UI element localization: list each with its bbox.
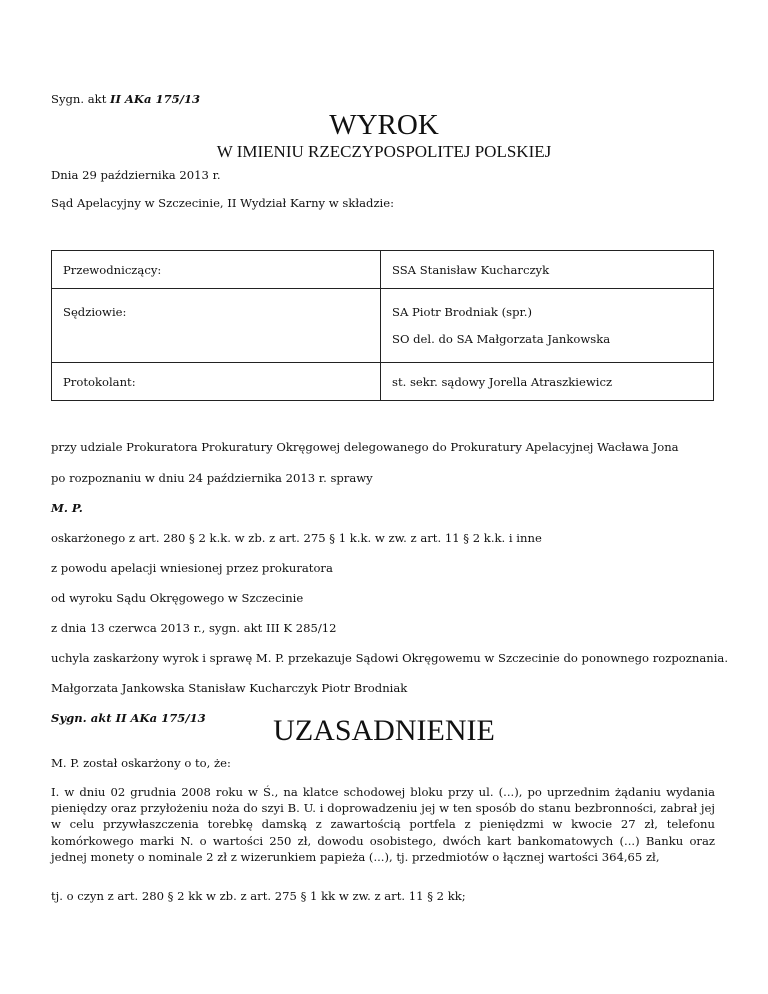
signatories-line: Małgorzata Jankowska Stanisław Kucharczyk Piotr Brodniak (51, 681, 408, 695)
verdict-date: Dnia 29 października 2013 r. (51, 168, 221, 182)
table-row-divider (52, 288, 713, 289)
appeal-line: z powodu apelacji wniesionej przez prokuratora (51, 561, 333, 575)
judge-2-value: SO del. do SA Małgorzata Jankowska (392, 332, 611, 346)
prosecutor-line: przy udziale Prokuratora Prokuratury Okręgowej delegowanego do Prokuratury Apelacyjnej Wacława Jona (51, 440, 679, 454)
case-signature-number: II AKa 175/13 (110, 92, 201, 106)
hearing-line: po rozpoznaniu w dniu 24 października 2013 r. sprawy (51, 471, 373, 485)
legal-basis-line: tj. o czyn z art. 280 § 2 kk w zb. z art. 275 § 1 kk w zw. z art. 11 § 2 kk; (51, 889, 466, 903)
charge-line: oskarżonego z art. 280 § 2 k.k. w zb. z art. 275 § 1 k.k. w zw. z art. 11 § 2 k.k. i inne (51, 531, 542, 545)
justification-title: UZASADNIENIE (273, 714, 495, 747)
case-signature-prefix: Sygn. akt (51, 92, 111, 106)
clerk-value: st. sekr. sądowy Jorella Atraszkiewicz (392, 375, 613, 389)
court-composition-table (51, 250, 714, 401)
verdict-title: WYROK (329, 109, 439, 141)
clerk-label: Protokolant: (63, 375, 136, 389)
charge-paragraph: I. w dniu 02 grudnia 2008 roku w Ś., na klatce schodowej bloku przy ul. (...), po uprzednim żądaniu wydania pieniędzy oraz przyłożeniu noża do szyi B. U. i doprowadzeniu jej w ten sposób do stanu bezbronności, zabrał jej w celu przywłaszczenia torebkę damską z zawartością portfela z pieniędzmi w kwocie 27 zł, telefonu komórkowego marki N. o wartości 250 zł, dowodu osobistego, dwóch kart bankomatowych (...) Banku oraz jednej monety o nominale 2 zł z wizerunkiem papieża (...), tj. przedmiotów o łącznej wartości 364,65 zł, (51, 785, 715, 864)
table-column-divider (380, 251, 381, 400)
chair-value: SSA Stanisław Kucharczyk (392, 263, 550, 277)
court-composition-intro: Sąd Apelacyjny w Szczecinie, II Wydział Karny w składzie: (51, 196, 395, 210)
judge-1-value: SA Piotr Brodniak (spr.) (392, 305, 533, 319)
verdict-subtitle: W IMIENIU RZECZYPOSPOLITEJ POLSKIEJ (216, 142, 552, 161)
case-signature (51, 91, 200, 107)
justification-intro: M. P. został oskarżony o to, że: (51, 756, 231, 770)
judgment-from-line: od wyroku Sądu Okręgowego w Szczecinie (51, 591, 304, 605)
judgment-date-line: z dnia 13 czerwca 2013 r., sygn. akt III K 285/12 (51, 621, 337, 635)
judges-label: Sędziowie: (63, 305, 127, 319)
chair-label: Przewodniczący: (63, 263, 162, 277)
ruling-line: uchyla zaskarżony wyrok i sprawę M. P. przekazuje Sądowi Okręgowemu w Szczecinie do ponownego rozpoznania. (51, 651, 729, 665)
justification-signature: Sygn. akt II AKa 175/13 (51, 711, 206, 725)
defendant-name: M. P. (51, 501, 83, 515)
table-row-divider (52, 362, 713, 363)
